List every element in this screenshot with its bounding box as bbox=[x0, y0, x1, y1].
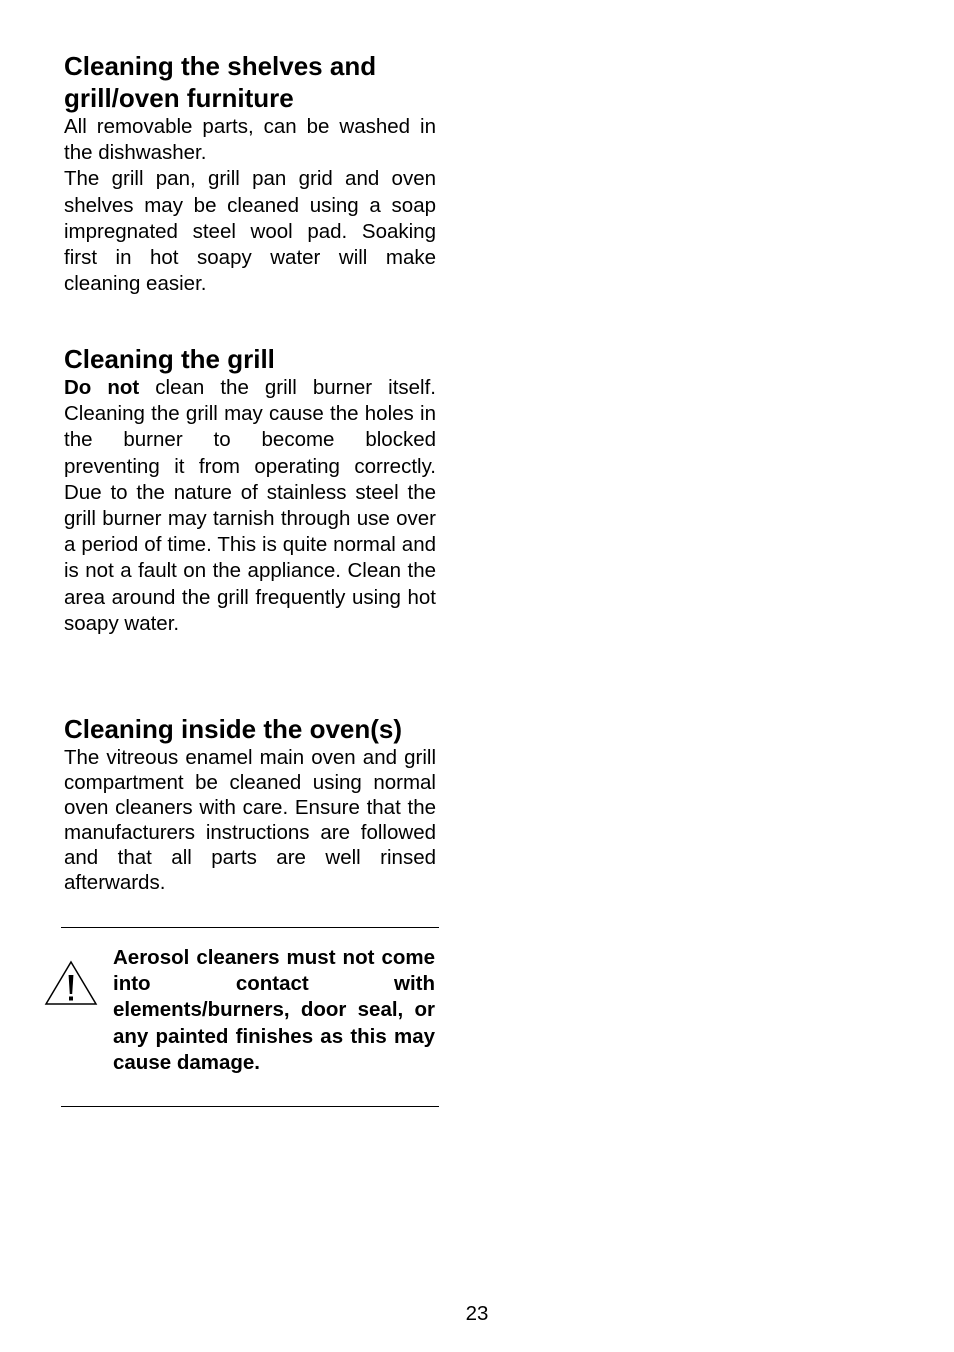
section-paragraph: The vitreous enamel main oven and grill compartment be cleaned using normal oven cleaners with care. Ensure that the manufacturers instructions are followed and that all parts are well rinsed afterwards. bbox=[64, 746, 436, 894]
page-number: 23 bbox=[465, 1302, 489, 1325]
section-heading bbox=[64, 50, 436, 114]
warning-triangle-icon bbox=[44, 960, 98, 1006]
section-paragraph: The grill pan, grill pan grid and oven shelves may be cleaned using a soap impregnated steel wool pad. Soaking first in hot soapy water will make cleaning easier. bbox=[64, 167, 436, 296]
grill-paragraph-text: clean the grill burner itself. Cleaning the grill may cause the holes in the burner to become blocked preventing it from operating correctly. Due to the nature of stainless steel the grill burner may tarnish through use over a period of time. This is quite normal and is not a fault on the appliance. Clean the area around the grill frequently using hot soapy water. bbox=[64, 376, 436, 635]
section-grill bbox=[64, 343, 436, 637]
section-heading: Cleaning the grill bbox=[64, 344, 275, 374]
warning-message: Aerosol cleaners must not come into contact with elements/burners, door seal, or any painted finishes as this may cause damage. bbox=[113, 946, 435, 1074]
do-not-emphasis: Do not bbox=[64, 376, 140, 399]
heading-line-2: grill/oven furniture bbox=[64, 83, 294, 113]
section-paragraph: All removable parts, can be washed in the dishwasher. bbox=[64, 115, 436, 165]
section-paragraph bbox=[64, 375, 436, 637]
heading-line-1: Cleaning the shelves and bbox=[64, 51, 377, 81]
section-heading: Cleaning inside the oven(s) bbox=[64, 714, 403, 744]
section-inside-oven bbox=[64, 713, 436, 895]
divider-top bbox=[61, 927, 439, 928]
section-shelves-furniture bbox=[64, 50, 436, 297]
divider-bottom bbox=[61, 1106, 439, 1107]
